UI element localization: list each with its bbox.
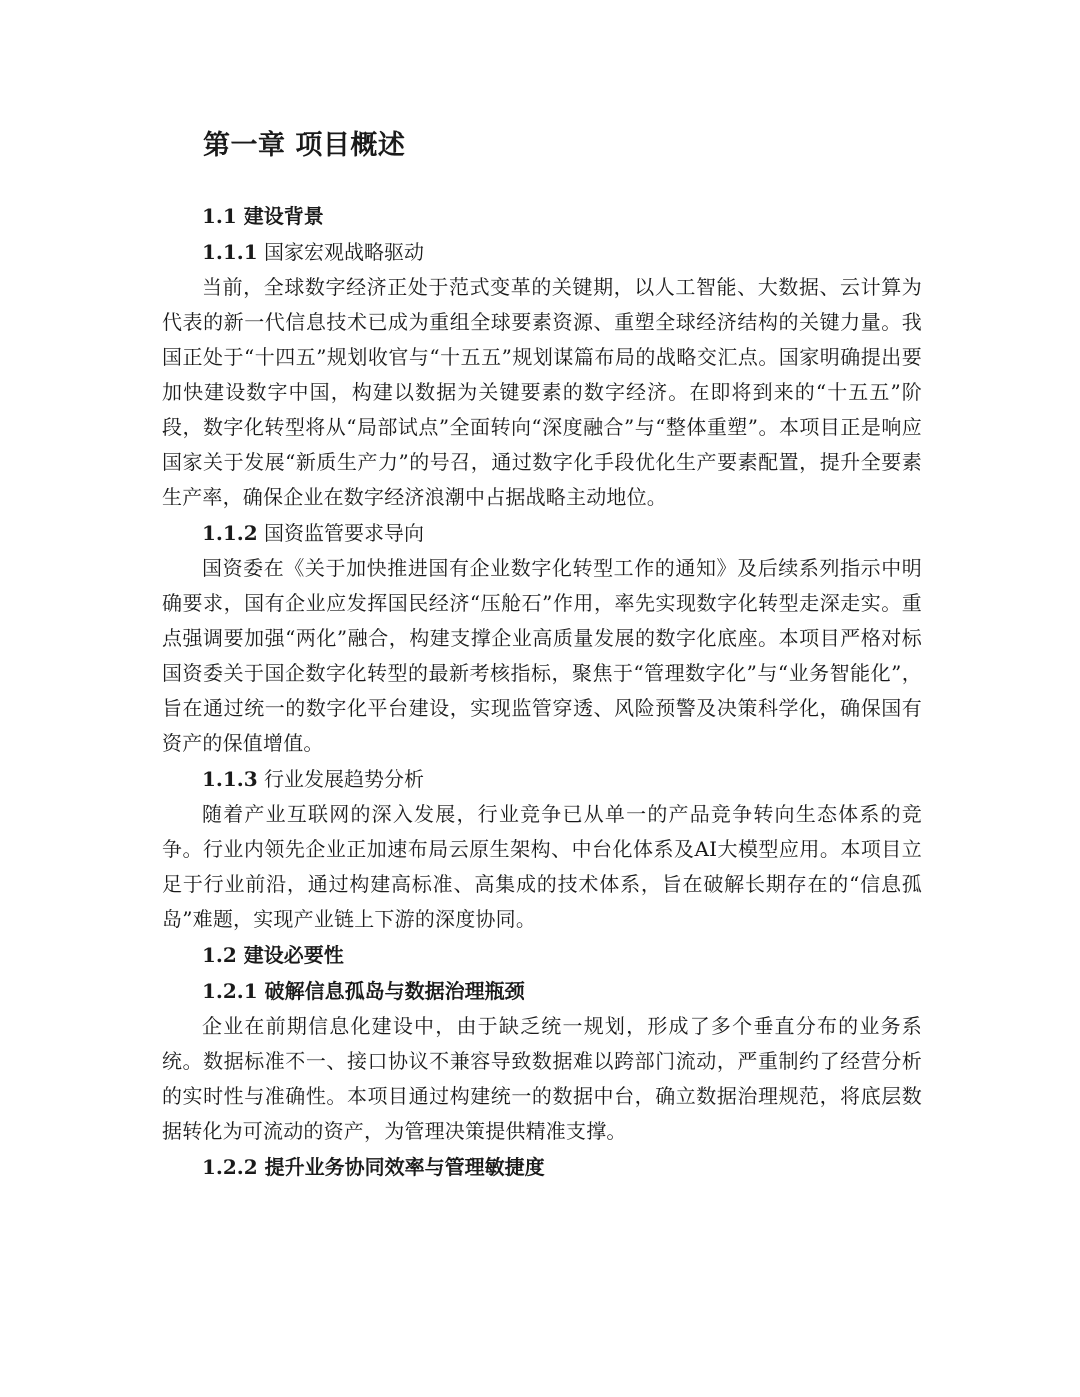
paragraph-1-2-1: 企业在前期信息化建设中，由于缺乏统一规划，形成了多个垂直分布的业务系统。数据标准不一、接口协议不兼容导致数据难以跨部门流动，严重制约了经营分析的实时性与准确性。本项目通过构建统一的数据中台，确立数据治理规范，将底层数据转化为可流动的资产，为管理决策提供精准支撑。 <box>162 1014 922 1143</box>
paragraph-1-1-3: 随着产业互联网的深入发展，行业竞争已从单一的产品竞争转向生态体系的竞争。行业内领先企业正加速布局云原生架构、中台化体系及AI大模型应用。本项目立足于行业前沿，通过构建高标准、高集成的技术体系，旨在破解长期存在的“信息孤岛”难题，实现产业链上下游的深度协同。 <box>162 802 922 931</box>
subsection-title: 行业发展趋势分析 <box>264 767 425 791</box>
subsection-heading-1-2-2: 1.2.2 提升业务协同效率与管理敏捷度 <box>202 1155 545 1179</box>
paragraph-1-1-2: 国资委在《关于加快推进国有企业数字化转型工作的通知》及后续系列指示中明确要求，国有企业应发挥国民经济“压舱石”作用，率先实现数字化转型走深走实。重点强调要加强“两化”融合，构建支撑企业高质量发展的数字化底座。本项目严格对标国资委关于国企数字化转型的最新考核指标，聚焦于“管理数字化”与“业务智能化”，旨在通过统一的数字化平台建设，实现监管穿透、风险预警及决策科学化，确保国有资产的保值增值。 <box>162 556 922 755</box>
chapter-title: 第一章 项目概述 <box>203 130 406 161</box>
subsection-number: 1.1.2 <box>202 521 258 545</box>
subsection-heading-1-1-3 <box>162 761 922 797</box>
document-body <box>162 198 922 1185</box>
section-heading-1-1: 1.1 建设背景 <box>202 204 324 228</box>
subsection-heading-1-2-1: 1.2.1 破解信息孤岛与数据治理瓶颈 <box>202 979 525 1003</box>
section-heading-1-2: 1.2 建设必要性 <box>202 943 344 967</box>
paragraph-1-1-1: 当前，全球数字经济正处于范式变革的关键期，以人工智能、大数据、云计算为代表的新一代信息技术已成为重组全球要素资源、重塑全球经济结构的关键力量。我国正处于“十四五”规划收官与“十五五”规划谋篇布局的战略交汇点。国家明确提出要加快建设数字中国，构建以数据为关键要素的数字经济。在即将到来的“十五五”阶段，数字化转型将从“局部试点”全面转向“深度融合”与“整体重塑”。本项目正是响应国家关于发展“新质生产力”的号召，通过数字化手段优化生产要素配置，提升全要素生产率，确保企业在数字经济浪潮中占据战略主动地位。 <box>162 275 922 509</box>
subsection-title: 国家宏观战略驱动 <box>264 240 425 264</box>
subsection-heading-1-1-1 <box>162 234 922 270</box>
subsection-number: 1.1.1 <box>202 240 258 264</box>
subsection-number: 1.1.3 <box>202 767 258 791</box>
subsection-title: 国资监管要求导向 <box>264 521 425 545</box>
subsection-heading-1-1-2 <box>162 515 922 551</box>
